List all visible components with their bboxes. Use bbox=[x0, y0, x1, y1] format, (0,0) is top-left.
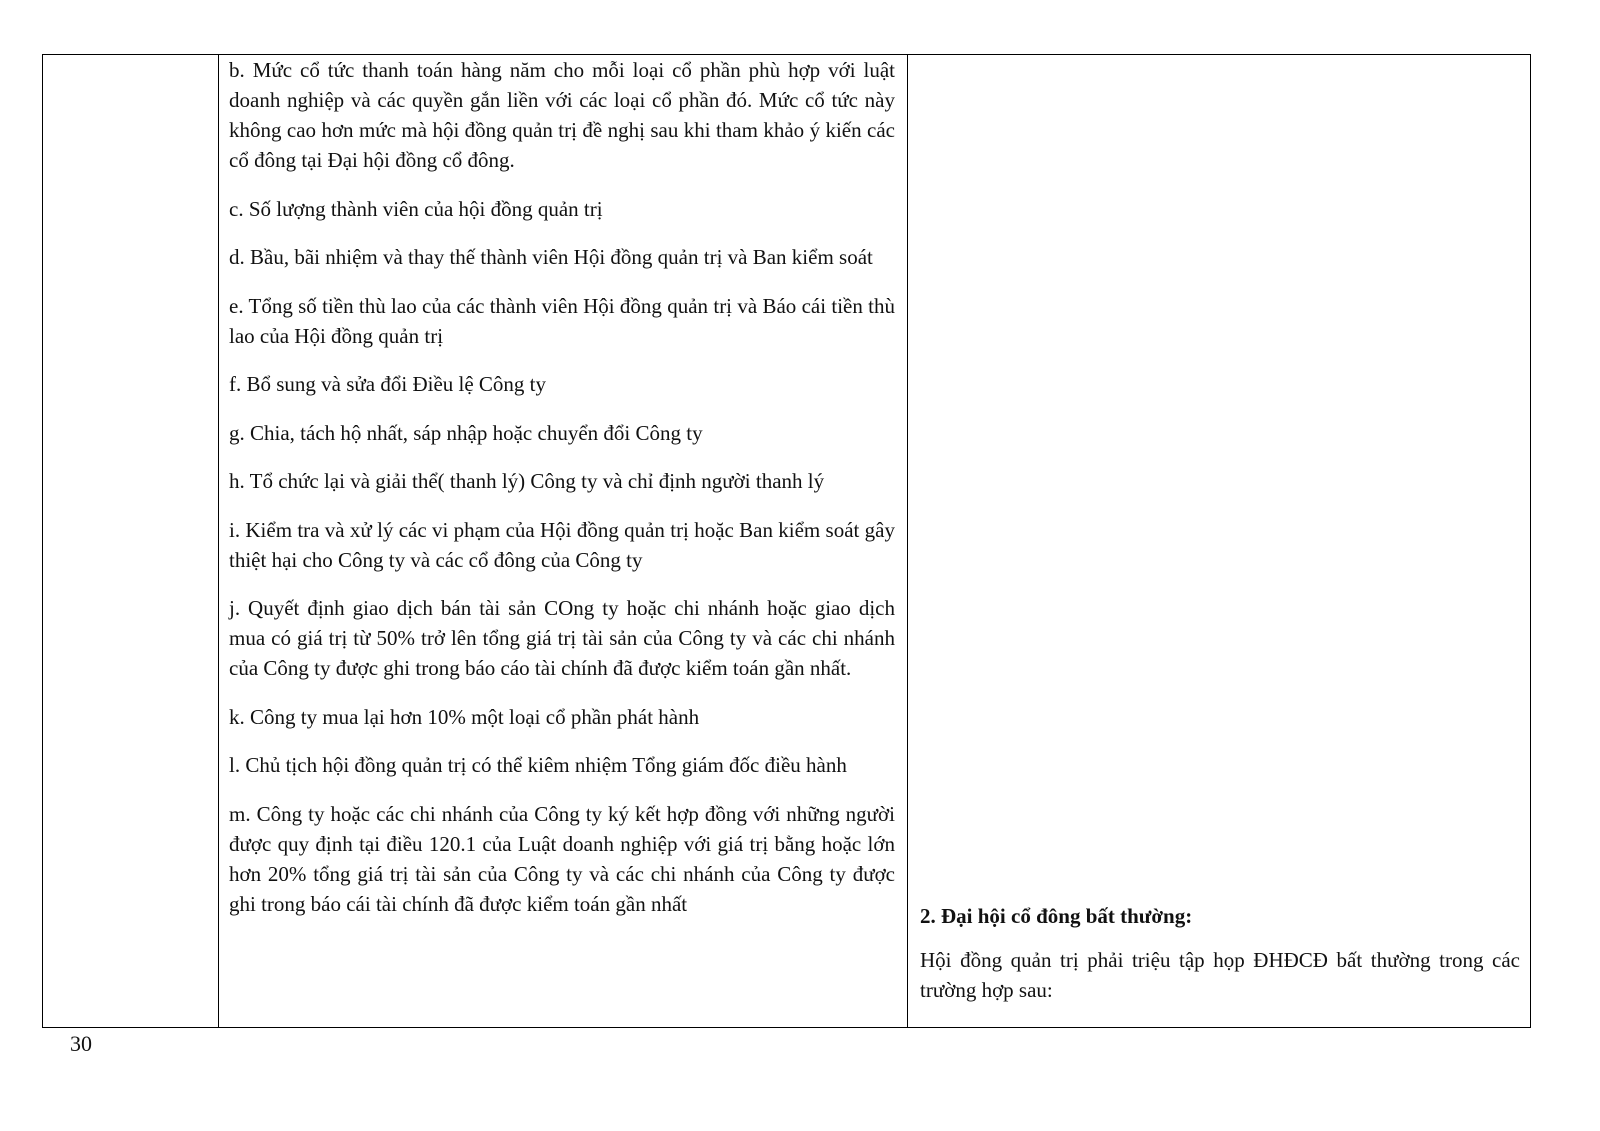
item-e: e. Tổng số tiền thù lao của các thành viên Hội đồng quản trị và Báo cái tiền thù lao của Hội đồng quản trị bbox=[229, 293, 895, 348]
item-d: d. Bầu, bãi nhiệm và thay thế thành viên Hội đồng quản trị và Ban kiểm soát bbox=[229, 245, 873, 269]
item-h: h. Tổ chức lại và giải thể( thanh lý) Công ty và chỉ định người thanh lý bbox=[229, 469, 825, 493]
section-text: Hội đồng quản trị phải triệu tập họp ĐHĐCĐ bất thường trong các trường hợp sau: bbox=[920, 948, 1520, 1002]
item-i: i. Kiểm tra và xử lý các vi phạm của Hội đồng quản trị hoặc Ban kiểm soát gây thiệt hại cho Công ty và các cổ đông của Công ty bbox=[229, 517, 895, 572]
page-number: 30 bbox=[70, 1031, 92, 1056]
item-j: j. Quyết định giao dịch bán tài sản COng ty hoặc chi nhánh hoặc giao dịch mua có giá trị từ 50% trở lên tổng giá trị tài sản của Công ty và các chi nhánh của Công ty được ghi trong báo cáo tài chính đã được kiểm toán gần nhất. bbox=[229, 596, 895, 680]
section-heading: 2. Đại hội cổ đông bất thường: bbox=[920, 904, 1193, 928]
item-l: l. Chủ tịch hội đồng quản trị có thể kiêm nhiệm Tổng giám đốc điều hành bbox=[229, 753, 847, 777]
item-c: c. Số lượng thành viên của hội đồng quản trị bbox=[229, 196, 603, 221]
item-k: k. Công ty mua lại hơn 10% một loại cổ phần phát hành bbox=[229, 704, 700, 729]
content-column bbox=[229, 55, 895, 937]
item-g: g. Chia, tách hộ nhất, sáp nhập hoặc chuyển đổi Công ty bbox=[229, 420, 703, 445]
item-b: b. Mức cổ tức thanh toán hàng năm cho mỗi loại cổ phần phù hợp với luật doanh nghiệp và các quyền gắn liền với các loại cổ phần đó. Mức cổ tức này không cao hơn mức mà hội đồng quản trị đề nghị sau khi tham khảo ý kiến các cổ đông tại Đại hội đồng cổ đông. bbox=[229, 58, 895, 172]
column-divider-1 bbox=[218, 55, 219, 1027]
column-divider-2 bbox=[907, 55, 908, 1027]
document-table bbox=[42, 54, 1531, 1028]
right-column bbox=[920, 901, 1520, 1005]
item-m: m. Công ty hoặc các chi nhánh của Công ty ký kết hợp đồng với những người được quy định tại điều 120.1 của Luật doanh nghiệp với giá trị bằng hoặc lớn hơn 20% tổng giá trị tài sản của Công ty và các chi nhánh của Công ty được ghi trong báo cái tài chính đã được kiểm toán gần nhất bbox=[229, 801, 895, 916]
item-f: f. Bổ sung và sửa đổi Điều lệ Công ty bbox=[229, 372, 547, 396]
